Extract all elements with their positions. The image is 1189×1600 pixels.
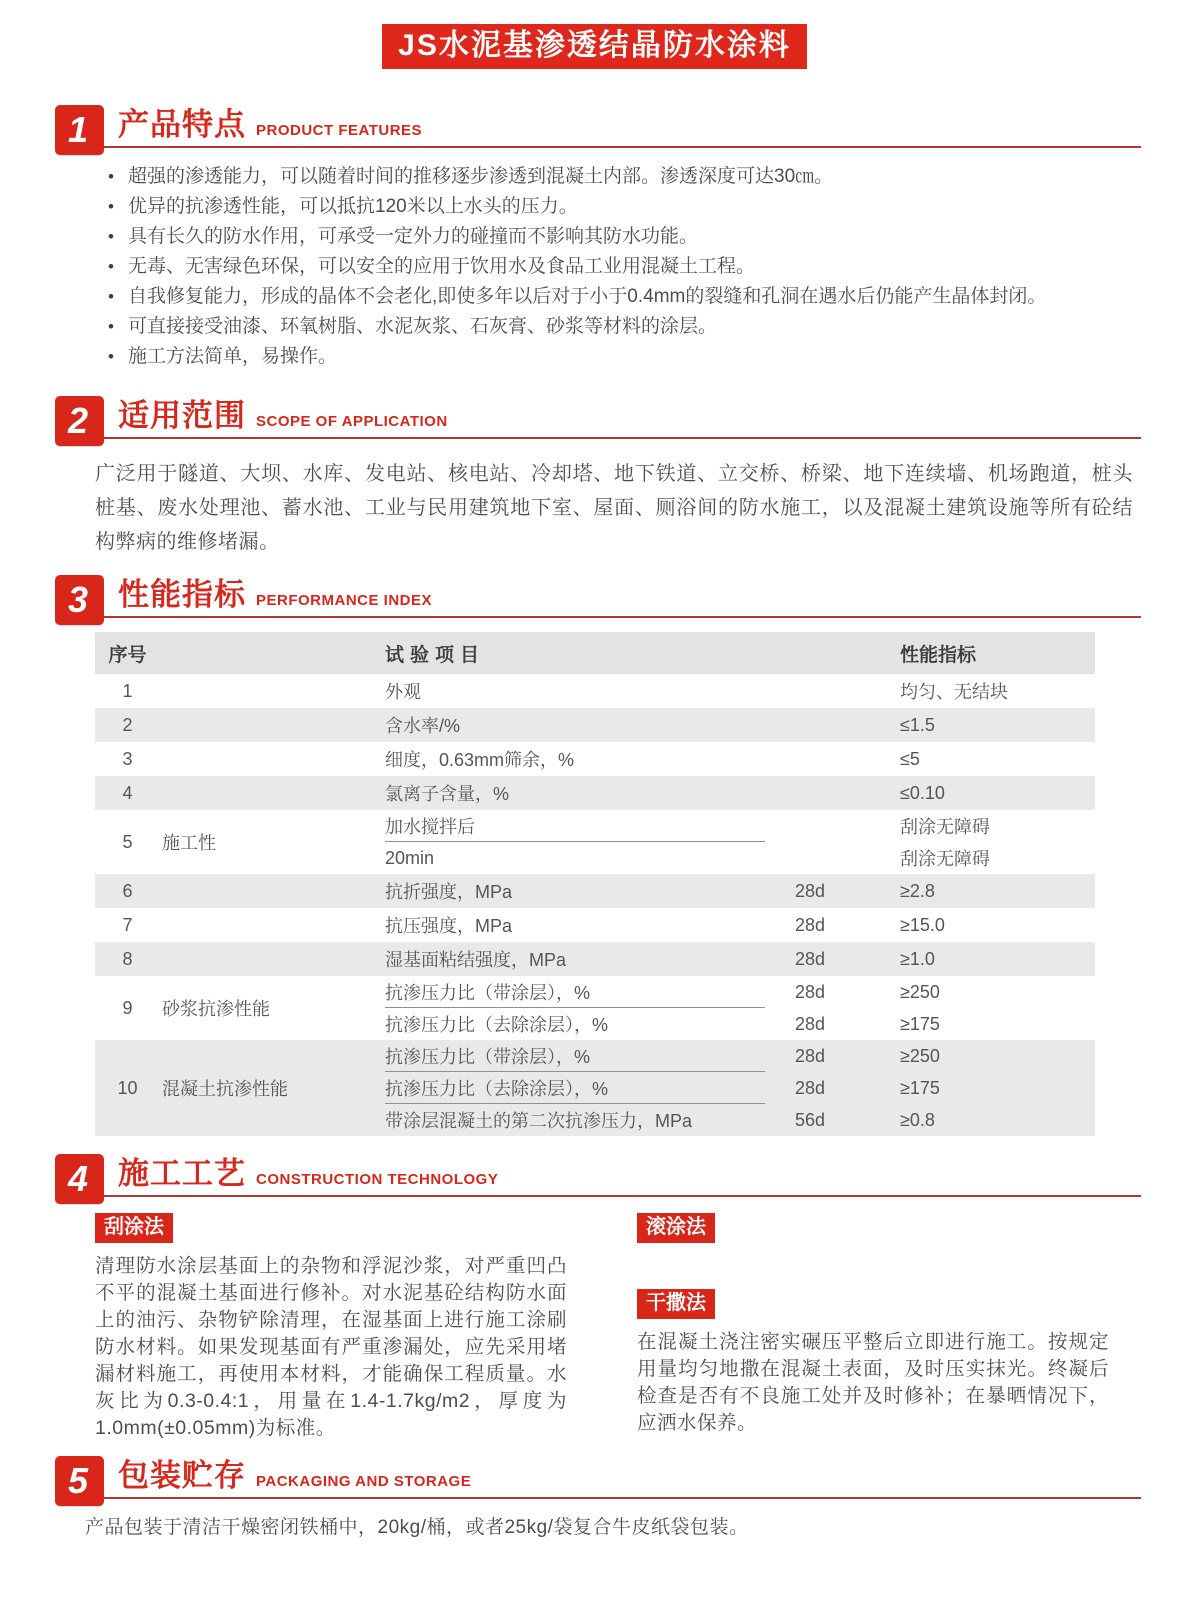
test-item-name: 20min [385,847,435,868]
test-item-row [385,976,1095,1008]
test-item-name: 加水搅拌后 [385,810,765,842]
test-age: 56d [795,1109,826,1130]
section-title: 包装贮存 [118,1458,246,1493]
row-test-items [385,976,1095,1040]
row-category: 混凝土抗渗性能 [162,1079,288,1099]
test-item-row [385,674,1095,708]
section-header-scope [55,396,1141,439]
test-item-name: 带涂层混凝土的第二次抗渗压力，MPa [385,1111,693,1131]
test-item-row [385,908,1095,942]
table-row [95,1040,1095,1136]
test-item-name: 抗渗压力比（去除涂层），% [385,1072,765,1104]
test-item-row [385,776,1095,810]
section-subtitle-en: PACKAGING AND STORAGE [256,1473,472,1490]
section-subtitle-en: PRODUCT FEATURES [256,122,423,139]
section-title: 施工工艺 [118,1156,246,1191]
section-title: 性能指标 [118,577,246,612]
feature-item: • 无毒、无害绿色环保，可以安全的应用于饮用水及食品工业用混凝土工程。 [108,252,1129,282]
test-item-name: 抗渗压力比（带涂层），% [385,1040,765,1072]
section-subtitle-en: PERFORMANCE INDEX [256,592,433,609]
test-item-name: 抗渗压力比（带涂层），% [385,976,765,1008]
performance-value: ≥2.8 [900,880,935,901]
feature-item: • 超强的渗透能力，可以随着时间的推移逐步渗透到混凝土内部。渗透深度可达30㎝。 [108,162,1129,192]
section-subtitle-en: CONSTRUCTION TECHNOLOGY [256,1171,499,1188]
method-text-dry-sprinkle: 在混凝土浇注密实碾压平整后立即进行施工。按规定用量均匀地撒在混凝土表面，及时压实抹光。终凝后检查是否有不良施工处并及时修补；在暴晒情况下，应洒水保养。 [637,1331,1109,1434]
performance-table-header [95,632,1095,674]
features-list [108,162,1129,372]
section-title: 产品特点 [118,107,246,142]
row-test-items [385,742,1095,776]
performance-value: 刮涂无障碍 [900,817,990,837]
row-test-items [385,810,1095,874]
section-number: 4 [55,1154,104,1204]
table-row [95,776,1095,810]
row-test-items [385,908,1095,942]
row-number: 7 [122,914,133,935]
section-title-row [104,579,1141,618]
row-number: 5 [122,831,133,852]
test-item-name: 细度，0.63mm筛余，% [385,750,575,770]
performance-value: 刮涂无障碍 [900,849,990,869]
col-header-index: 性能指标 [900,644,977,666]
section-title-row [104,1158,1141,1197]
test-item-row [385,1040,1095,1072]
test-item-name: 含水率/% [385,716,461,736]
row-category: 施工性 [162,833,216,853]
test-item-row [385,874,1095,908]
performance-value: ≥15.0 [900,914,945,935]
method-badge-roller-coating: 滚涂法 [637,1213,715,1243]
section-header-construction [55,1154,1141,1197]
table-row [95,908,1095,942]
table-row [95,674,1095,708]
performance-value: ≥175 [900,1013,940,1034]
test-age: 28d [795,880,826,901]
construction-methods [95,1213,1109,1442]
section-title-row [104,400,1141,439]
performance-value: ≤0.10 [900,782,945,803]
test-item-row [385,1008,1095,1040]
row-test-items [385,874,1095,908]
table-row [95,708,1095,742]
test-age: 28d [795,981,826,1002]
row-category: 砂浆抗渗性能 [162,999,270,1019]
section-title-row [104,1460,1141,1499]
method-column-left [95,1213,567,1442]
section-number: 1 [55,105,104,155]
packaging-paragraph: 产品包装于清洁干燥密闭铁桶中，20kg/桶，或者25kg/袋复合牛皮纸袋包装。 [85,1517,749,1538]
test-age: 28d [795,948,826,969]
row-test-items [385,776,1095,810]
row-number: 6 [122,880,133,901]
scope-paragraph: 广泛用于隧道、大坝、水库、发电站、核电站、冷却塔、地下铁道、立交桥、桥梁、地下连续墙、机场跑道，桩头桩基、废水处理池、蓄水池、工业与民用建筑地下室、屋面、厕浴间的防水施工，以及混凝土建筑设施等所有砼结构弊病的维修堵漏。 [95,463,1133,553]
col-header-no: 序号 [108,644,147,666]
performance-value: ≥250 [900,981,940,1002]
row-test-items [385,1040,1095,1136]
method-gap [637,1243,1109,1289]
method-badge-scrape-coating: 刮涂法 [95,1213,173,1243]
test-item-row [385,708,1095,742]
row-number: 4 [122,782,133,803]
method-column-right [637,1213,1109,1442]
table-row [95,942,1095,976]
performance-table [95,632,1095,1136]
row-test-items [385,674,1095,708]
table-row [95,874,1095,908]
performance-table-body [95,674,1095,1136]
section-header-packaging [55,1456,1141,1499]
test-item-row [385,1072,1095,1104]
table-row [95,810,1095,874]
row-test-items [385,708,1095,742]
feature-item: • 自我修复能力，形成的晶体不会老化,即使多年以后对于小于0.4mm的裂缝和孔洞在遇水后仍能产生晶体封闭。 [108,282,1129,312]
test-age: 28d [795,1013,826,1034]
section-title: 适用范围 [118,398,246,433]
test-age: 28d [795,914,826,935]
feature-item: • 优异的抗渗透性能，可以抵抗120米以上水头的压力。 [108,192,1129,222]
feature-item: • 具有长久的防水作用，可承受一定外力的碰撞而不影响其防水功能。 [108,222,1129,252]
section-title-row [104,109,1141,148]
section-number: 3 [55,575,104,625]
feature-item: • 施工方法简单，易操作。 [108,342,1129,372]
section-header-performance [55,575,1141,618]
performance-value: ≥0.8 [900,1109,935,1130]
performance-value: ≤5 [900,748,920,769]
row-test-items [385,942,1095,976]
test-item-name: 外观 [385,682,421,702]
col-header-test-item: 试验项目 [385,644,486,666]
performance-value: ≥175 [900,1077,940,1098]
row-number: 2 [122,714,133,735]
test-item-name: 抗折强度，MPa [385,882,513,902]
test-age: 28d [795,1045,826,1066]
test-item-row [385,810,1095,842]
section-number: 2 [55,396,104,446]
test-age: 28d [795,1077,826,1098]
table-row [95,976,1095,1040]
page-title: JS水泥基渗透结晶防水涂料 [382,24,807,69]
test-item-name: 湿基面粘结强度，MPa [385,950,567,970]
section-subtitle-en: SCOPE OF APPLICATION [256,413,448,430]
test-item-row [385,742,1095,776]
performance-value: ≤1.5 [900,714,935,735]
test-item-row [385,1104,1095,1136]
performance-value: ≥1.0 [900,948,935,969]
method-badge-dry-sprinkle: 干撒法 [637,1289,715,1319]
row-number: 9 [122,997,133,1018]
section-header-features [55,105,1141,148]
feature-item: • 可直接接受油漆、环氧树脂、水泥灰浆、石灰膏、砂浆等材料的涂层。 [108,312,1129,342]
row-number: 10 [117,1077,138,1098]
performance-value: 均匀、无结块 [900,682,1008,702]
row-number: 8 [122,948,133,969]
section-number: 5 [55,1456,104,1506]
title-bar-wrap [0,0,1189,69]
table-row [95,742,1095,776]
test-item-name: 抗压强度，MPa [385,916,513,936]
method-text-scrape-coating: 清理防水涂层基面上的杂物和浮泥沙浆，对严重凹凸不平的混凝土基面进行修补。对水泥基砼结构防水面上的油污、杂物铲除清理，在湿基面上进行施工涂刷防水材料。如果发现基面有严重渗漏处，应先采用堵漏材料施工，再使用本材料，才能确保工程质量。水灰比为0.3-0.4:1，用量在1.4-1.7kg/m2，厚度为1.0mm(±0.05mm)为标准。 [95,1255,567,1439]
row-number: 3 [122,748,133,769]
test-item-row [385,942,1095,976]
test-item-name: 抗渗压力比（去除涂层），% [385,1015,609,1035]
test-item-row [385,842,1095,874]
test-item-name: 氯离子含量，% [385,784,510,804]
row-number: 1 [122,680,133,701]
performance-value: ≥250 [900,1045,940,1066]
